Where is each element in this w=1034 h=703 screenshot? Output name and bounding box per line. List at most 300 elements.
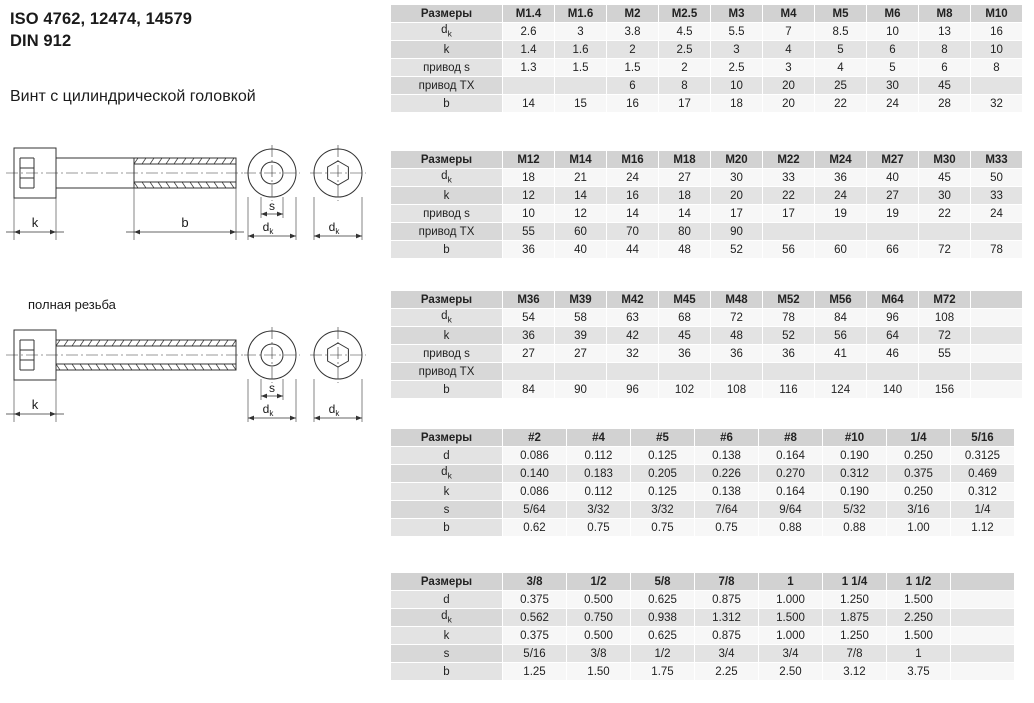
table-row — [391, 465, 1015, 483]
table-cell: 10 — [867, 23, 919, 41]
table-cell: 22 — [815, 95, 867, 113]
table-cell: 1.3 — [503, 59, 555, 77]
table-cell — [971, 77, 1023, 95]
table-cell: 6 — [607, 77, 659, 95]
table-cell: 3.8 — [607, 23, 659, 41]
table-cell: 116 — [763, 381, 815, 399]
table-cell: 0.88 — [759, 519, 823, 537]
spec-table — [390, 572, 1015, 681]
table-cell: 2.250 — [887, 609, 951, 627]
table-cell — [763, 223, 815, 241]
table-cell: 64 — [867, 327, 919, 345]
table-cell: 1.312 — [695, 609, 759, 627]
table-cell: 2 — [607, 41, 659, 59]
table-cell: 1.500 — [887, 627, 951, 645]
table-cell — [503, 363, 555, 381]
table-cell: 32 — [607, 345, 659, 363]
table-cell: 140 — [867, 381, 919, 399]
row-label: $d_k$ — [391, 309, 503, 327]
table-header-size: 3/8 — [503, 573, 567, 591]
table-cell: 0.125 — [631, 483, 695, 501]
table-cell: 20 — [763, 95, 815, 113]
table-cell: 17 — [659, 95, 711, 113]
table-header-size: M5 — [815, 5, 867, 23]
drawing-label-k-2: k — [31, 397, 39, 412]
table-cell: 18 — [503, 169, 555, 187]
table-row — [391, 205, 1023, 223]
table-cell: 0.469 — [951, 465, 1015, 483]
table-row — [391, 609, 1015, 627]
table-cell — [951, 591, 1015, 609]
table-cell: 0.750 — [567, 609, 631, 627]
table-cell: 1.000 — [759, 627, 823, 645]
table-cell: 27 — [555, 345, 607, 363]
table-cell: 90 — [555, 381, 607, 399]
table-header-size: 5/16 — [951, 429, 1015, 447]
drawing-partial-thread — [0, 128, 386, 273]
table-header-size: M56 — [815, 291, 867, 309]
table-cell: 0.500 — [567, 627, 631, 645]
table-cell: 7 — [763, 23, 815, 41]
table-header-size: M64 — [867, 291, 919, 309]
table-cell: 48 — [659, 241, 711, 259]
table-cell: 1.6 — [555, 41, 607, 59]
table-header-size: M2 — [607, 5, 659, 23]
table-cell: 0.138 — [695, 483, 759, 501]
drawing-label-b-1: b — [181, 215, 189, 230]
table-header-size: M3 — [711, 5, 763, 23]
table-cell: 36 — [503, 327, 555, 345]
table-cell: 3.12 — [823, 663, 887, 681]
table-header-size: 5/8 — [631, 573, 695, 591]
table-row — [391, 241, 1023, 259]
row-label: привод TX — [391, 223, 503, 241]
table-header-size: M6 — [867, 5, 919, 23]
table-cell: 3 — [555, 23, 607, 41]
table-cell: 45 — [919, 169, 971, 187]
table-header-title: Размеры — [391, 573, 503, 591]
table-row — [391, 223, 1023, 241]
caption-full-thread: полная резьба — [28, 297, 116, 312]
drawing-label-k-1: k — [31, 215, 39, 230]
table-cell — [951, 627, 1015, 645]
table-cell: 0.75 — [631, 519, 695, 537]
table-cell: 68 — [659, 309, 711, 327]
table-cell: 0.938 — [631, 609, 695, 627]
table-cell: 0.625 — [631, 627, 695, 645]
table-row — [391, 363, 1023, 381]
table-header-size: M1.6 — [555, 5, 607, 23]
table-row — [391, 501, 1015, 519]
drawing-label-s-1: s — [269, 199, 275, 213]
table-cell — [867, 363, 919, 381]
table-cell: 55 — [919, 345, 971, 363]
table-cell: 0.205 — [631, 465, 695, 483]
table-cell: 7/8 — [823, 645, 887, 663]
table-cell: 0.312 — [951, 483, 1015, 501]
table-header-size: M30 — [919, 151, 971, 169]
table-cell: 8 — [971, 59, 1023, 77]
table-cell: 72 — [711, 309, 763, 327]
table-header-size — [951, 573, 1015, 591]
table-cell: 36 — [763, 345, 815, 363]
table-cell: 36 — [815, 169, 867, 187]
table-cell: 3/8 — [567, 645, 631, 663]
table-cell: 5 — [815, 41, 867, 59]
table-header-size: M2.5 — [659, 5, 711, 23]
table-header-size: M4 — [763, 5, 815, 23]
table-cell — [971, 223, 1023, 241]
table-cell: 78 — [971, 241, 1023, 259]
table-cell: 0.875 — [695, 591, 759, 609]
table-cell: 1/4 — [951, 501, 1015, 519]
drawing-label-dk-1: $d_k$ — [262, 220, 274, 236]
table-cell: 33 — [971, 187, 1023, 205]
table-header-size: M36 — [503, 291, 555, 309]
table-cell — [815, 223, 867, 241]
table-cell: 0.88 — [823, 519, 887, 537]
table-cell — [971, 309, 1023, 327]
spec-table — [390, 150, 1023, 259]
table-cell — [919, 363, 971, 381]
row-label: k — [391, 483, 503, 501]
row-label: k — [391, 327, 503, 345]
table-header-size: #4 — [567, 429, 631, 447]
row-label: привод TX — [391, 363, 503, 381]
table-cell: 24 — [867, 95, 919, 113]
table-cell: 36 — [503, 241, 555, 259]
row-label: k — [391, 41, 503, 59]
table-cell: 3 — [711, 41, 763, 59]
table-cell: 0.375 — [503, 627, 567, 645]
table-cell: 52 — [711, 241, 763, 259]
table-cell: 12 — [503, 187, 555, 205]
table-cell: 21 — [555, 169, 607, 187]
table-cell: 3/16 — [887, 501, 951, 519]
table-cell: 156 — [919, 381, 971, 399]
title-line-2: DIN 912 — [10, 32, 72, 51]
table-cell: 0.086 — [503, 447, 567, 465]
table-cell: 96 — [607, 381, 659, 399]
table-cell — [659, 363, 711, 381]
table-cell: 96 — [867, 309, 919, 327]
table-header-size: #2 — [503, 429, 567, 447]
table-cell: 3/32 — [631, 501, 695, 519]
table-cell: 1.250 — [823, 591, 887, 609]
table-cell: 60 — [815, 241, 867, 259]
table-cell — [867, 223, 919, 241]
table-header-size: 1/4 — [887, 429, 951, 447]
table-cell: 5/64 — [503, 501, 567, 519]
table-header-size: M48 — [711, 291, 763, 309]
table-cell — [555, 77, 607, 95]
table-cell — [815, 363, 867, 381]
table-cell: 84 — [503, 381, 555, 399]
row-label: привод s — [391, 59, 503, 77]
table-row — [391, 187, 1023, 205]
table-row — [391, 77, 1023, 95]
table-cell: 8.5 — [815, 23, 867, 41]
table-cell: 36 — [711, 345, 763, 363]
table-cell: 0.625 — [631, 591, 695, 609]
table-cell: 40 — [555, 241, 607, 259]
table-cell: 72 — [919, 327, 971, 345]
table-header-size: M10 — [971, 5, 1023, 23]
row-label: привод TX — [391, 77, 503, 95]
drawing-full-thread — [0, 320, 386, 450]
table-cell: 55 — [503, 223, 555, 241]
table-cell: 72 — [919, 241, 971, 259]
table-cell: 1.50 — [567, 663, 631, 681]
table-cell: 13 — [919, 23, 971, 41]
table-cell: 0.75 — [695, 519, 759, 537]
table-header-size: #8 — [759, 429, 823, 447]
table-header-size: 1/2 — [567, 573, 631, 591]
row-label: $d_k$ — [391, 169, 503, 187]
table-cell: 28 — [919, 95, 971, 113]
page-title — [10, 8, 376, 53]
table-cell — [951, 609, 1015, 627]
table-cell — [503, 77, 555, 95]
drawing-label-dk-4: $d_k$ — [328, 402, 340, 418]
table-row — [391, 663, 1015, 681]
row-label: k — [391, 187, 503, 205]
table-header-size: M24 — [815, 151, 867, 169]
table-cell: 58 — [555, 309, 607, 327]
table-cell — [763, 363, 815, 381]
table-cell: 15 — [555, 95, 607, 113]
table-cell: 78 — [763, 309, 815, 327]
table-cell — [951, 645, 1015, 663]
table-cell: 56 — [815, 327, 867, 345]
table-cell: 54 — [503, 309, 555, 327]
table-cell — [971, 327, 1023, 345]
table-cell: 7/64 — [695, 501, 759, 519]
table-row — [391, 447, 1015, 465]
table-row — [391, 95, 1023, 113]
table-cell: 1 — [887, 645, 951, 663]
table-cell: 108 — [711, 381, 763, 399]
table-cell: 17 — [711, 205, 763, 223]
table-header-size: 1 — [759, 573, 823, 591]
table-cell: 52 — [763, 327, 815, 345]
table-cell: 12 — [555, 205, 607, 223]
table-cell: 30 — [919, 187, 971, 205]
table-cell: 0.190 — [823, 447, 887, 465]
table-cell: 0.312 — [823, 465, 887, 483]
table-cell: 44 — [607, 241, 659, 259]
table-cell: 1.5 — [607, 59, 659, 77]
table-cell: 0.562 — [503, 609, 567, 627]
table-cell: 0.125 — [631, 447, 695, 465]
table-cell: 0.183 — [567, 465, 631, 483]
table-cell: 24 — [607, 169, 659, 187]
table-header-size: M45 — [659, 291, 711, 309]
table-cell: 0.140 — [503, 465, 567, 483]
table-header-title: Размеры — [391, 151, 503, 169]
table-cell: 1.000 — [759, 591, 823, 609]
table-cell: 27 — [867, 187, 919, 205]
table-cell: 1.500 — [759, 609, 823, 627]
table-cell: 32 — [971, 95, 1023, 113]
table-row — [391, 327, 1023, 345]
table-cell: 0.375 — [887, 465, 951, 483]
table-cell: 0.164 — [759, 483, 823, 501]
table-cell: 56 — [763, 241, 815, 259]
table-header-size: M39 — [555, 291, 607, 309]
drawing-label-dk-2: $d_k$ — [328, 220, 340, 236]
table-cell: 25 — [815, 77, 867, 95]
table-cell: 45 — [659, 327, 711, 345]
table-cell — [607, 363, 659, 381]
table-cell: 18 — [711, 95, 763, 113]
table-cell: 2 — [659, 59, 711, 77]
table-cell: 14 — [555, 187, 607, 205]
table-cell: 0.164 — [759, 447, 823, 465]
table-row — [391, 345, 1023, 363]
table-cell: 1.875 — [823, 609, 887, 627]
spec-table — [390, 290, 1023, 399]
table-cell — [711, 363, 763, 381]
table-row — [391, 309, 1023, 327]
table-cell: 45 — [919, 77, 971, 95]
row-label: d — [391, 447, 503, 465]
row-label: $d_k$ — [391, 609, 503, 627]
table-cell: 18 — [659, 187, 711, 205]
table-cell: 46 — [867, 345, 919, 363]
table-cell: 30 — [867, 77, 919, 95]
table-row — [391, 23, 1023, 41]
table-header-size: #5 — [631, 429, 695, 447]
table-header-size: M42 — [607, 291, 659, 309]
table-header-size: M22 — [763, 151, 815, 169]
table-cell: 48 — [711, 327, 763, 345]
table-cell: 2.5 — [711, 59, 763, 77]
table-cell: 14 — [503, 95, 555, 113]
table-cell: 5.5 — [711, 23, 763, 41]
table-cell: 1.250 — [823, 627, 887, 645]
table-cell: 6 — [867, 41, 919, 59]
row-label: привод s — [391, 205, 503, 223]
table-cell: 17 — [763, 205, 815, 223]
table-row — [391, 627, 1015, 645]
table-cell: 5 — [867, 59, 919, 77]
table-cell: 2.5 — [659, 41, 711, 59]
table-cell: 14 — [659, 205, 711, 223]
table-cell: 84 — [815, 309, 867, 327]
table-cell: 3 — [763, 59, 815, 77]
table-cell: 4 — [763, 41, 815, 59]
table-cell: 4.5 — [659, 23, 711, 41]
table-cell: 0.75 — [567, 519, 631, 537]
table-cell: 80 — [659, 223, 711, 241]
table-cell: 50 — [971, 169, 1023, 187]
table-header-title: Размеры — [391, 291, 503, 309]
table-header-size: M14 — [555, 151, 607, 169]
table-cell: 1.500 — [887, 591, 951, 609]
table-cell: 22 — [763, 187, 815, 205]
table-header-size: M1.4 — [503, 5, 555, 23]
table-cell: 70 — [607, 223, 659, 241]
table-cell: 108 — [919, 309, 971, 327]
table-cell: 30 — [711, 169, 763, 187]
table-cell: 0.138 — [695, 447, 759, 465]
table-cell: 42 — [607, 327, 659, 345]
row-label: b — [391, 381, 503, 399]
table-cell: 0.226 — [695, 465, 759, 483]
table-cell: 3/4 — [759, 645, 823, 663]
table-cell: 8 — [919, 41, 971, 59]
table-cell: 27 — [503, 345, 555, 363]
table-header-size: M16 — [607, 151, 659, 169]
table-cell: 6 — [919, 59, 971, 77]
table-cell — [919, 223, 971, 241]
row-label: $d_k$ — [391, 465, 503, 483]
row-label: привод s — [391, 345, 503, 363]
table-cell: 0.086 — [503, 483, 567, 501]
table-cell: 1/2 — [631, 645, 695, 663]
table-header-size: #6 — [695, 429, 759, 447]
row-label: b — [391, 519, 503, 537]
table-cell: 5/16 — [503, 645, 567, 663]
table-cell: 1.12 — [951, 519, 1015, 537]
table-header-size: M18 — [659, 151, 711, 169]
table-cell: 0.112 — [567, 483, 631, 501]
table-cell: 3.75 — [887, 663, 951, 681]
table-cell: 40 — [867, 169, 919, 187]
table-header-size: M20 — [711, 151, 763, 169]
table-cell: 102 — [659, 381, 711, 399]
table-header-size: 1 1/2 — [887, 573, 951, 591]
table-cell: 10 — [503, 205, 555, 223]
table-cell: 0.250 — [887, 483, 951, 501]
table-cell: 33 — [763, 169, 815, 187]
table-cell: 39 — [555, 327, 607, 345]
table-row — [391, 483, 1015, 501]
table-cell: 10 — [971, 41, 1023, 59]
row-label: s — [391, 501, 503, 519]
table-cell: 20 — [763, 77, 815, 95]
table-cell: 19 — [815, 205, 867, 223]
title-line-1: ISO 4762, 12474, 14579 — [10, 10, 193, 28]
table-row — [391, 41, 1023, 59]
spec-table — [390, 4, 1023, 113]
table-cell: 41 — [815, 345, 867, 363]
table-cell: 0.3125 — [951, 447, 1015, 465]
table-header-title: Размеры — [391, 5, 503, 23]
table-cell: 14 — [607, 205, 659, 223]
table-cell — [971, 345, 1023, 363]
table-header-size: 1 1/4 — [823, 573, 887, 591]
table-cell: 0.875 — [695, 627, 759, 645]
table-row — [391, 645, 1015, 663]
table-cell: 24 — [815, 187, 867, 205]
table-cell: 36 — [659, 345, 711, 363]
table-cell: 2.6 — [503, 23, 555, 41]
row-label: b — [391, 663, 503, 681]
table-cell: 124 — [815, 381, 867, 399]
table-cell: 16 — [607, 95, 659, 113]
drawing-label-s-2: s — [269, 381, 275, 395]
row-label: b — [391, 241, 503, 259]
table-cell — [555, 363, 607, 381]
row-label: s — [391, 645, 503, 663]
table-header-size: M72 — [919, 291, 971, 309]
table-cell: 3/32 — [567, 501, 631, 519]
table-header-size: M27 — [867, 151, 919, 169]
table-cell — [971, 363, 1023, 381]
table-cell: 1.75 — [631, 663, 695, 681]
